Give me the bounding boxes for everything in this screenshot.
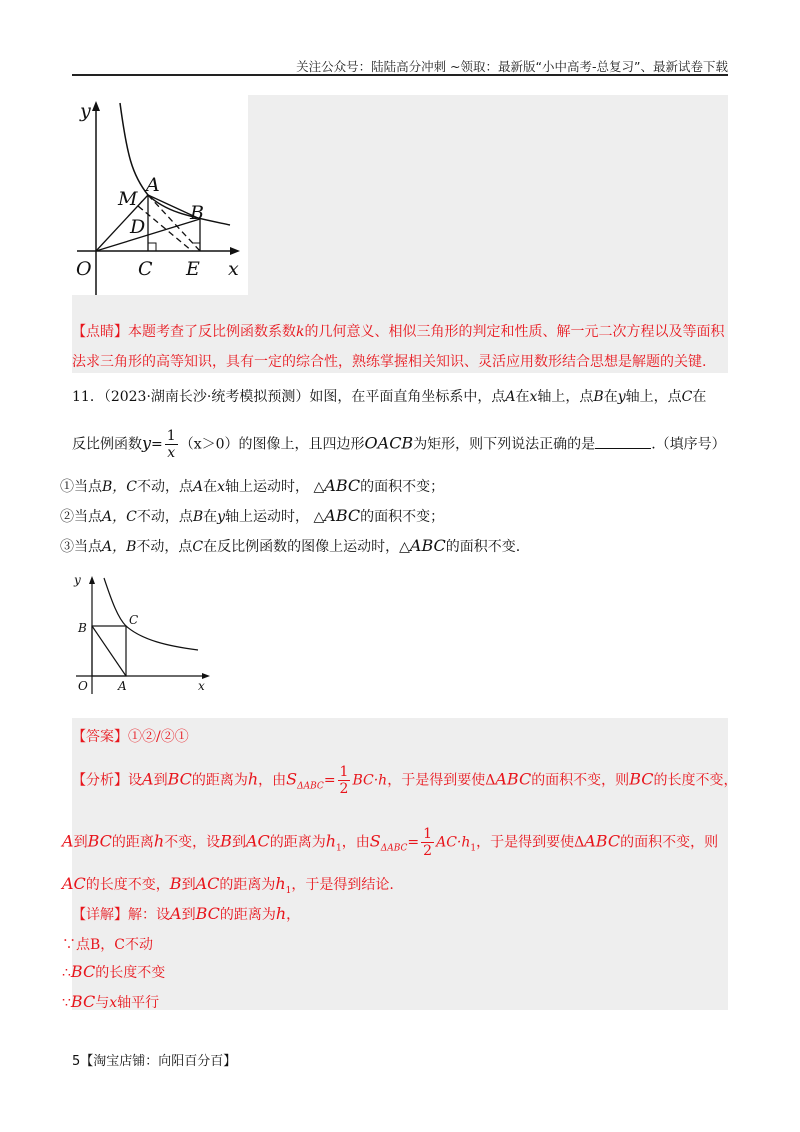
diagonal-BA: [92, 626, 126, 676]
d-text: 与: [95, 995, 110, 1011]
question-number: 11．: [72, 389, 104, 405]
a-sub: 1: [336, 843, 342, 854]
opt-text: 轴上运动时，: [225, 509, 310, 525]
analysis-tag: 【分析】: [72, 772, 128, 789]
fraction-half: [338, 764, 351, 797]
eq-lhs: y: [142, 433, 152, 453]
note-text-b: 的几何意义、相似三角形的判定和性质、解一元二次方程以及等面积: [304, 324, 725, 340]
answer-blank: [595, 434, 651, 449]
a-text: ，由: [258, 772, 287, 789]
a-var: AC: [245, 831, 270, 851]
opt-text: 不动，点: [136, 509, 193, 525]
figure-1-hyperbola-diagram: [72, 95, 248, 295]
d-var: BC: [195, 904, 220, 923]
a-expr: AC·h: [436, 834, 471, 851]
detail-line-4: [62, 992, 159, 1012]
label-C: C: [129, 613, 139, 627]
detail-tag: 【详解】: [72, 907, 128, 923]
detail-line-1: [72, 904, 300, 924]
label-B: B: [190, 202, 204, 224]
q-text: 为矩形，则下列说法正确的是: [413, 436, 596, 453]
a-delta: Δ: [574, 834, 585, 851]
d-var: BC: [70, 962, 96, 981]
d-symbol: ∵: [62, 995, 71, 1011]
analysis-line-1: [72, 764, 737, 797]
d-var: A: [170, 904, 182, 923]
triangle-symbol: △: [313, 479, 325, 495]
a-expr: BC·h: [352, 772, 388, 789]
page-footer: 5【淘宝店铺：向阳百分百】: [72, 1054, 237, 1069]
opt-text: 的面积不变；: [360, 509, 445, 525]
d-var: h: [275, 904, 287, 923]
note-line-1: [72, 318, 724, 346]
a-var: h: [247, 769, 259, 789]
a-text: 到: [73, 834, 88, 851]
a-sub: 1: [285, 885, 292, 896]
a-var: h: [275, 874, 286, 893]
question-source: （2023·湖南长沙·统考模拟预测）: [103, 389, 310, 405]
a-eq: =: [323, 772, 336, 789]
a-text: 到: [153, 772, 168, 789]
q-text: .（填序号）: [651, 436, 726, 453]
q-text: 在: [603, 389, 618, 405]
a-var: AC: [195, 874, 220, 893]
opt-axis: x: [217, 479, 226, 495]
q-y: y: [617, 389, 626, 405]
question-line-1: [72, 386, 706, 406]
note-line-2: 法求三角形的高等知识，具有一定的综合性，熟练掌握相关知识、灵活应用数形结合思想是解题的关键.: [72, 354, 707, 370]
shaded-region-top: [248, 95, 728, 293]
opt-text: 的面积不变；: [360, 479, 445, 495]
triangle-symbol: △: [313, 509, 325, 525]
d-text: 轴平行: [117, 995, 160, 1011]
a-text: 的距离: [111, 834, 154, 851]
a-var: AC: [62, 874, 86, 893]
a-text: ，由: [341, 834, 370, 851]
d-text: ，: [286, 907, 301, 923]
a-sub: ΔABC: [297, 781, 324, 792]
answer-tag: 【答案】: [72, 729, 128, 745]
d-text: 到: [181, 907, 196, 923]
eq-equals: =: [151, 436, 163, 453]
hyperbola-curve: [104, 578, 198, 650]
opt-point: B: [192, 509, 204, 525]
option-2: [60, 506, 444, 526]
a-S: S: [286, 769, 298, 789]
opt-text: 在反比例函数的图像上运动时，: [203, 539, 400, 555]
analysis-line-2: [62, 826, 718, 859]
a-var: h: [153, 831, 165, 851]
opt-axis: y: [217, 509, 226, 525]
note-k: k: [296, 324, 305, 340]
label-M: M: [118, 188, 138, 210]
option-1: [60, 476, 444, 496]
q-text: 的图像上，且四边形: [238, 436, 365, 453]
d-text: 的距离为: [219, 907, 276, 923]
a-text: 的面积不变，则: [620, 834, 719, 851]
q-shape: OACB: [364, 433, 414, 453]
detail-line-2: ∵点B，C不动: [62, 937, 153, 953]
label-B: B: [78, 621, 87, 635]
a-var: B: [220, 831, 232, 851]
opt-text: ①当点: [60, 479, 102, 495]
q-text: 反比例函数: [72, 436, 142, 453]
q-text: 在: [692, 389, 707, 405]
analysis-line-3: [62, 874, 394, 896]
figure-2-rectangle-diagram: [72, 572, 212, 698]
q-text: 在: [515, 389, 530, 405]
a-var: h: [325, 831, 337, 851]
a-text: ，于是得到要使: [387, 772, 486, 789]
label-O: O: [76, 258, 92, 280]
fraction-1-over-x: [165, 428, 178, 461]
frac-den: 2: [423, 843, 433, 859]
a-var: ABC: [584, 831, 621, 851]
frac-num: 1: [339, 764, 349, 780]
a-var: BC: [629, 769, 654, 789]
label-C: C: [138, 258, 153, 280]
a-var: BC: [87, 831, 112, 851]
a-text: 的距离为: [219, 877, 276, 893]
a-text: 的长度不变，: [653, 772, 738, 789]
frac-den: 2: [339, 781, 349, 797]
opt-points: A，C: [102, 509, 137, 525]
opt-text: 在: [203, 509, 218, 525]
opt-text: ②当点: [60, 509, 102, 525]
header-rule: [72, 74, 728, 76]
a-sub: 1: [470, 843, 477, 854]
a-text: ，于是得到结论.: [291, 877, 394, 893]
a-var: A: [142, 769, 154, 789]
y-axis-arrow-icon: [89, 576, 95, 584]
d-symbol: ∴: [62, 965, 71, 981]
a-text: 到: [231, 834, 246, 851]
label-D: D: [130, 216, 146, 238]
note-text: 本题考查了反比例函数系数: [128, 324, 296, 340]
a-text: ，于是得到要使: [476, 834, 575, 851]
a-eq: =: [407, 834, 420, 851]
a-var: A: [62, 831, 74, 851]
a-text: 的长度不变，: [85, 877, 170, 893]
opt-text: 在: [203, 479, 218, 495]
q-C: C: [681, 389, 693, 405]
opt-text: 的面积不变.: [445, 539, 521, 555]
label-A: A: [118, 679, 127, 693]
a-sub: ΔABC: [380, 843, 408, 854]
opt-abc: ABC: [409, 536, 446, 555]
label-y: y: [80, 100, 91, 122]
label-O: O: [78, 679, 88, 693]
answer-value: ①②/②①: [128, 729, 189, 745]
answer-line: [72, 726, 189, 746]
option-3: [60, 536, 520, 556]
opt-abc: ABC: [324, 506, 361, 525]
a-S: S: [369, 831, 381, 851]
d-var: BC: [70, 992, 96, 1011]
label-E: E: [186, 258, 200, 280]
q-text: 轴上，点: [537, 389, 594, 405]
d-var: x: [109, 995, 118, 1011]
d-text: 的长度不变: [95, 965, 166, 981]
a-var: BC: [167, 769, 192, 789]
q-text: 如图，在平面直角坐标系中，点: [309, 389, 506, 405]
q-condition: （x＞0）: [179, 436, 239, 453]
label-x: x: [228, 258, 239, 280]
detail-line-3: [62, 962, 165, 982]
opt-points: B，C: [102, 479, 137, 495]
a-text: 的距离为: [269, 834, 326, 851]
shaded-region-solution: [72, 718, 728, 1010]
q-A: A: [505, 389, 516, 405]
opt-text: 不动，点: [136, 539, 193, 555]
opt-text: ③当点: [60, 539, 102, 555]
a-text: 设: [128, 772, 142, 789]
a-delta: Δ: [485, 772, 496, 789]
label-y: y: [74, 573, 81, 587]
note-tag: 【点睛】: [72, 324, 128, 340]
a-text: 的距离为: [191, 772, 248, 789]
opt-text: 不动，点: [137, 479, 193, 495]
a-text: 不变，设: [164, 834, 221, 851]
opt-abc: ABC: [324, 476, 361, 495]
q-x: x: [529, 389, 538, 405]
a-var: ABC: [495, 769, 532, 789]
frac-num: 1: [166, 428, 176, 444]
opt-point: C: [192, 539, 204, 555]
frac-den: x: [167, 445, 176, 461]
a-text: 到: [181, 877, 196, 893]
label-A: A: [146, 174, 160, 196]
opt-points: A，B: [102, 539, 137, 555]
opt-text: 轴上运动时，: [225, 479, 310, 495]
d-text: 解：设: [128, 907, 170, 923]
frac-num: 1: [423, 826, 433, 842]
opt-point: A: [193, 479, 204, 495]
triangle-symbol: △: [399, 539, 410, 555]
a-var: B: [169, 874, 182, 893]
page-header: 关注公众号：陆陆高分冲刺 ~领取：最新版“小中高考-总复习”、最新试卷下载: [296, 59, 728, 74]
a-text: 的面积不变，则: [531, 772, 630, 789]
question-line-2: [72, 428, 726, 461]
label-x: x: [198, 679, 205, 693]
q-B: B: [593, 389, 604, 405]
q-text: 轴上，点: [625, 389, 682, 405]
fraction-half-2: [421, 826, 434, 859]
